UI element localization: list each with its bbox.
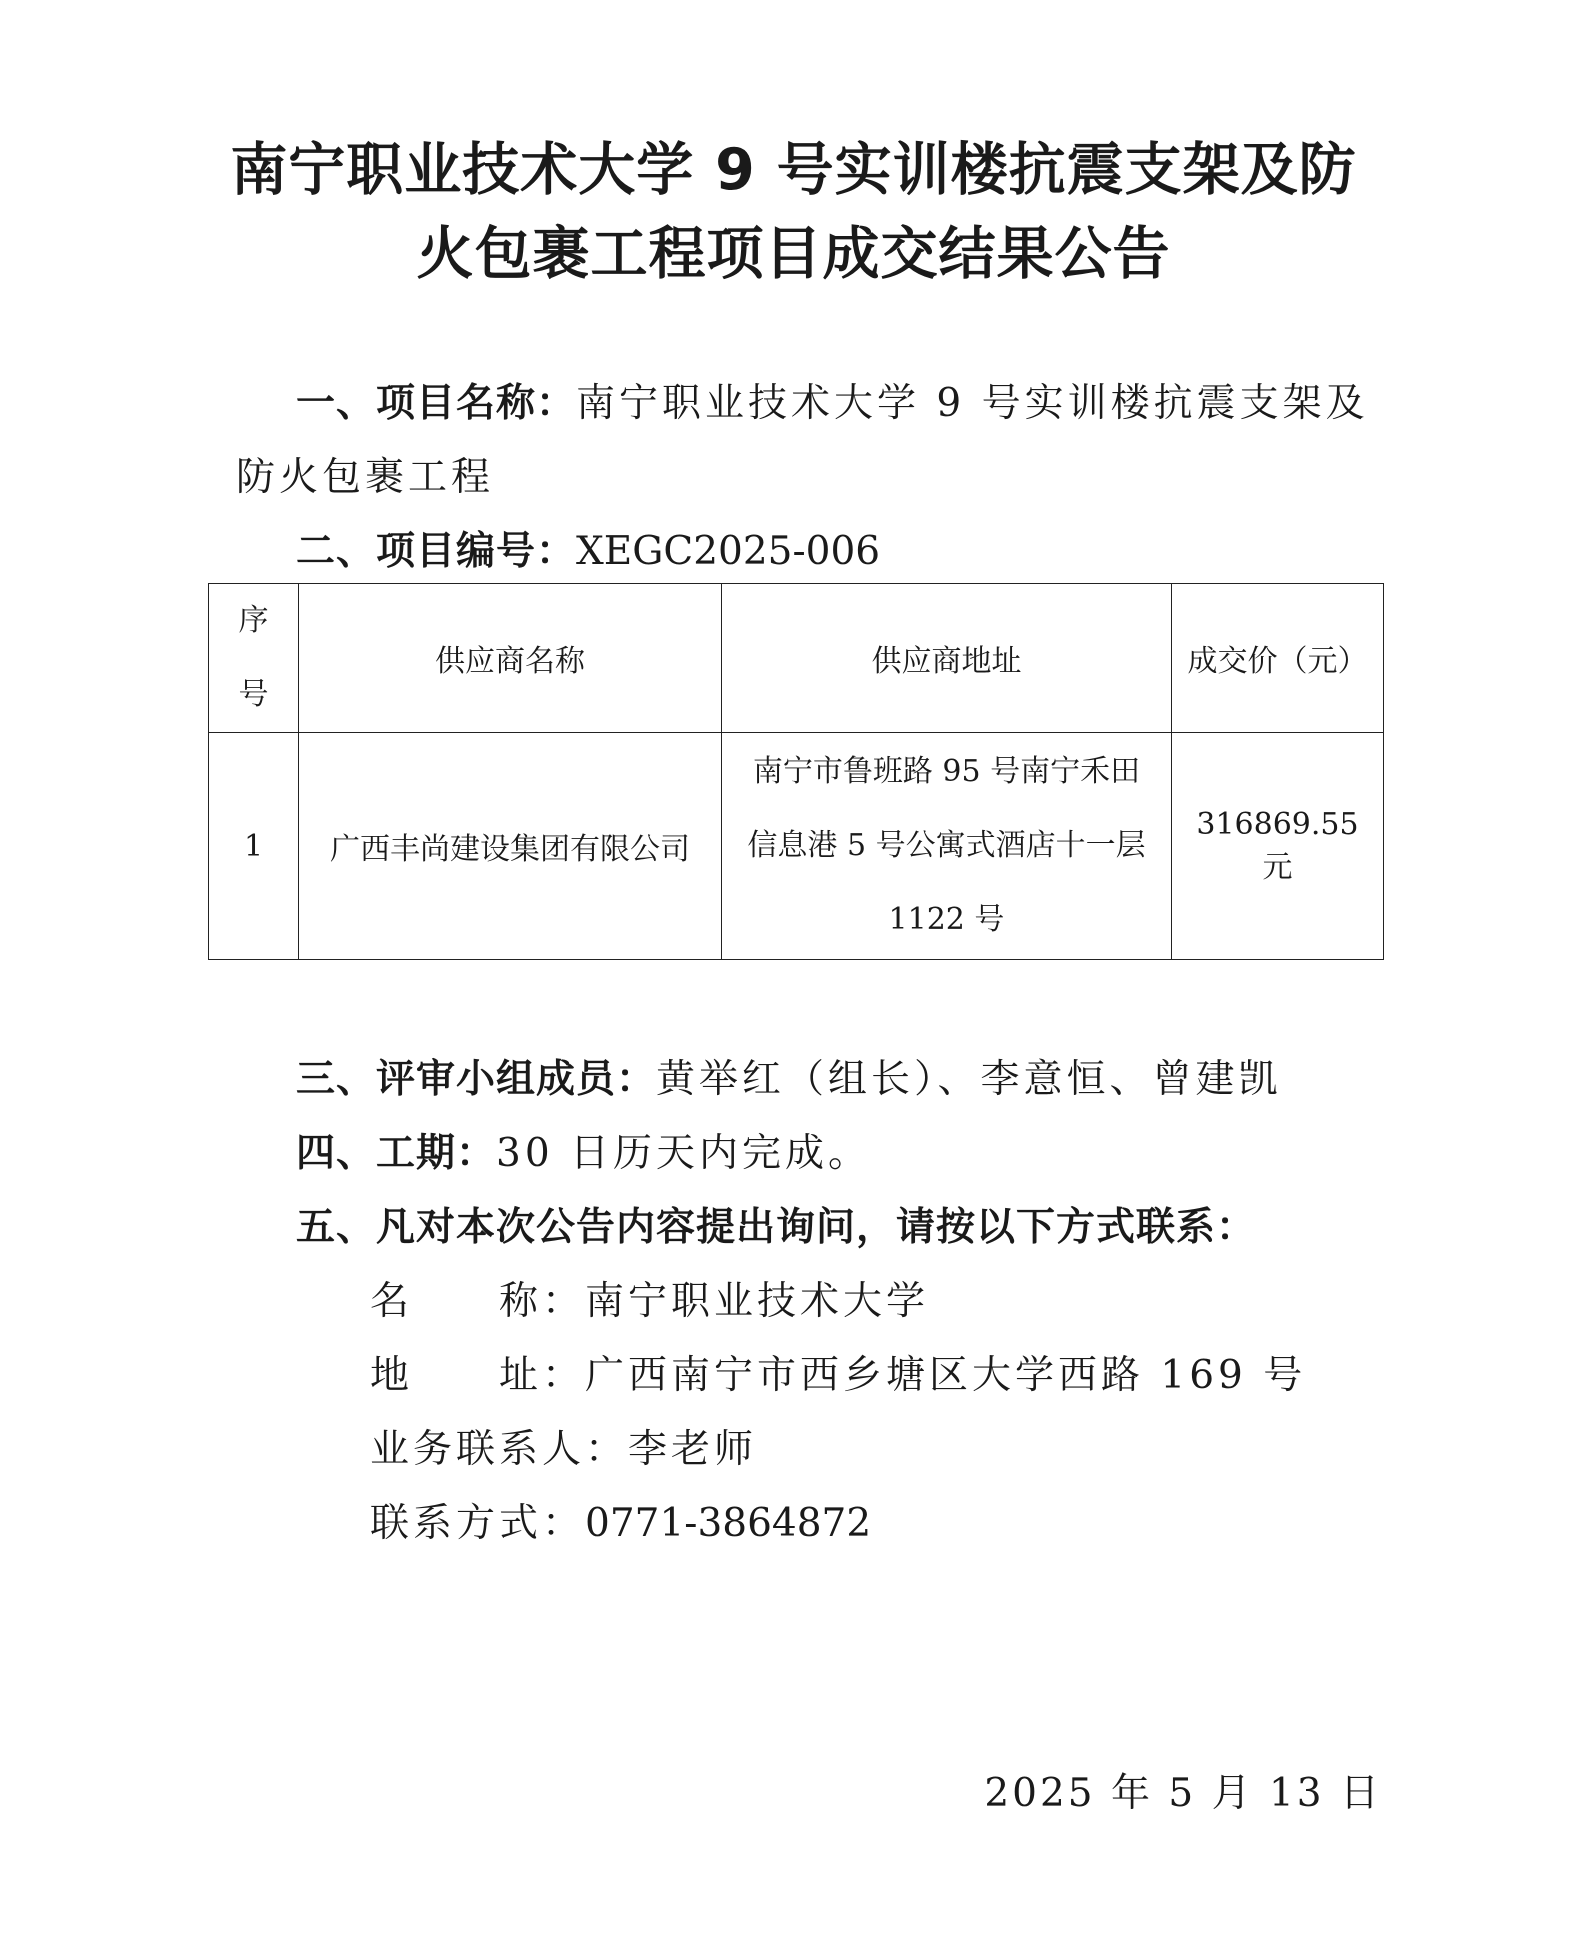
address-line-1: 南宁市鲁班路 95 号南宁禾田 [752, 754, 1141, 790]
contact-person-line [370, 1420, 757, 1480]
contact-name-line [370, 1272, 929, 1332]
table-row [209, 733, 1384, 960]
duration-line [296, 1124, 871, 1184]
contact-address-label: 地 址： [370, 1353, 586, 1398]
header-seq [209, 584, 299, 733]
cell-price: 316869.55 元 [1172, 733, 1384, 960]
contact-phone-line [370, 1494, 871, 1554]
contact-address-line [370, 1346, 1306, 1406]
contact-name-label: 名 称： [370, 1279, 586, 1324]
contact-heading: 五、凡对本次公告内容提出询问，请按以下方式联系： [296, 1205, 1257, 1250]
contact-address-value: 广西南宁市西乡塘区大学西路 169 号 [585, 1353, 1307, 1398]
cell-supplier-name: 广西丰尚建设集团有限公司 [299, 733, 722, 960]
project-code-value: XEGC2025-006 [576, 529, 881, 574]
duration-value: 30 日历天内完成。 [496, 1131, 872, 1176]
cell-supplier-address [722, 733, 1172, 960]
page-title-line-1: 南宁职业技术大学 9 号实训楼抗震支架及防 [230, 137, 1357, 203]
project-code-label: 二、项目编号： [296, 529, 577, 574]
cell-seq: 1 [209, 733, 299, 960]
result-table [208, 583, 1384, 960]
review-panel-label: 三、评审小组成员： [296, 1057, 657, 1102]
header-seq-char-1: 序 [238, 603, 269, 639]
address-line-2: 信息港 5 号公寓式酒店十一层 [747, 828, 1146, 864]
header-price: 成交价（元） [1172, 584, 1384, 733]
header-seq-char-2: 号 [238, 677, 269, 713]
contact-phone-label: 联系方式： [370, 1501, 586, 1546]
header-supplier-address: 供应商地址 [722, 584, 1172, 733]
address-line-3: 1122 号 [888, 902, 1005, 938]
review-panel-line [296, 1050, 1282, 1110]
header-supplier-name: 供应商名称 [299, 584, 722, 733]
announcement-date: 2025 年 5 月 13 日 [984, 1771, 1382, 1816]
contact-person-value: 李老师 [628, 1427, 758, 1472]
table-header-row [209, 584, 1384, 733]
review-panel-value: 黄举红（组长）、李意恒、曾建凯 [656, 1057, 1282, 1102]
contact-phone-value: 0771-3864872 [585, 1501, 872, 1546]
project-name-line [296, 374, 1369, 434]
page-title-line-2: 火包裹工程项目成交结果公告 [416, 221, 1171, 287]
project-name-value-1: 南宁职业技术大学 9 号实训楼抗震支架及 [576, 381, 1369, 426]
project-code-line [296, 522, 880, 582]
project-name-continuation: 防火包裹工程 [236, 455, 495, 500]
project-name-label: 一、项目名称： [296, 381, 577, 426]
contact-person-label: 业务联系人： [370, 1427, 629, 1472]
duration-label: 四、工期： [296, 1131, 497, 1176]
contact-name-value: 南宁职业技术大学 [585, 1279, 930, 1324]
